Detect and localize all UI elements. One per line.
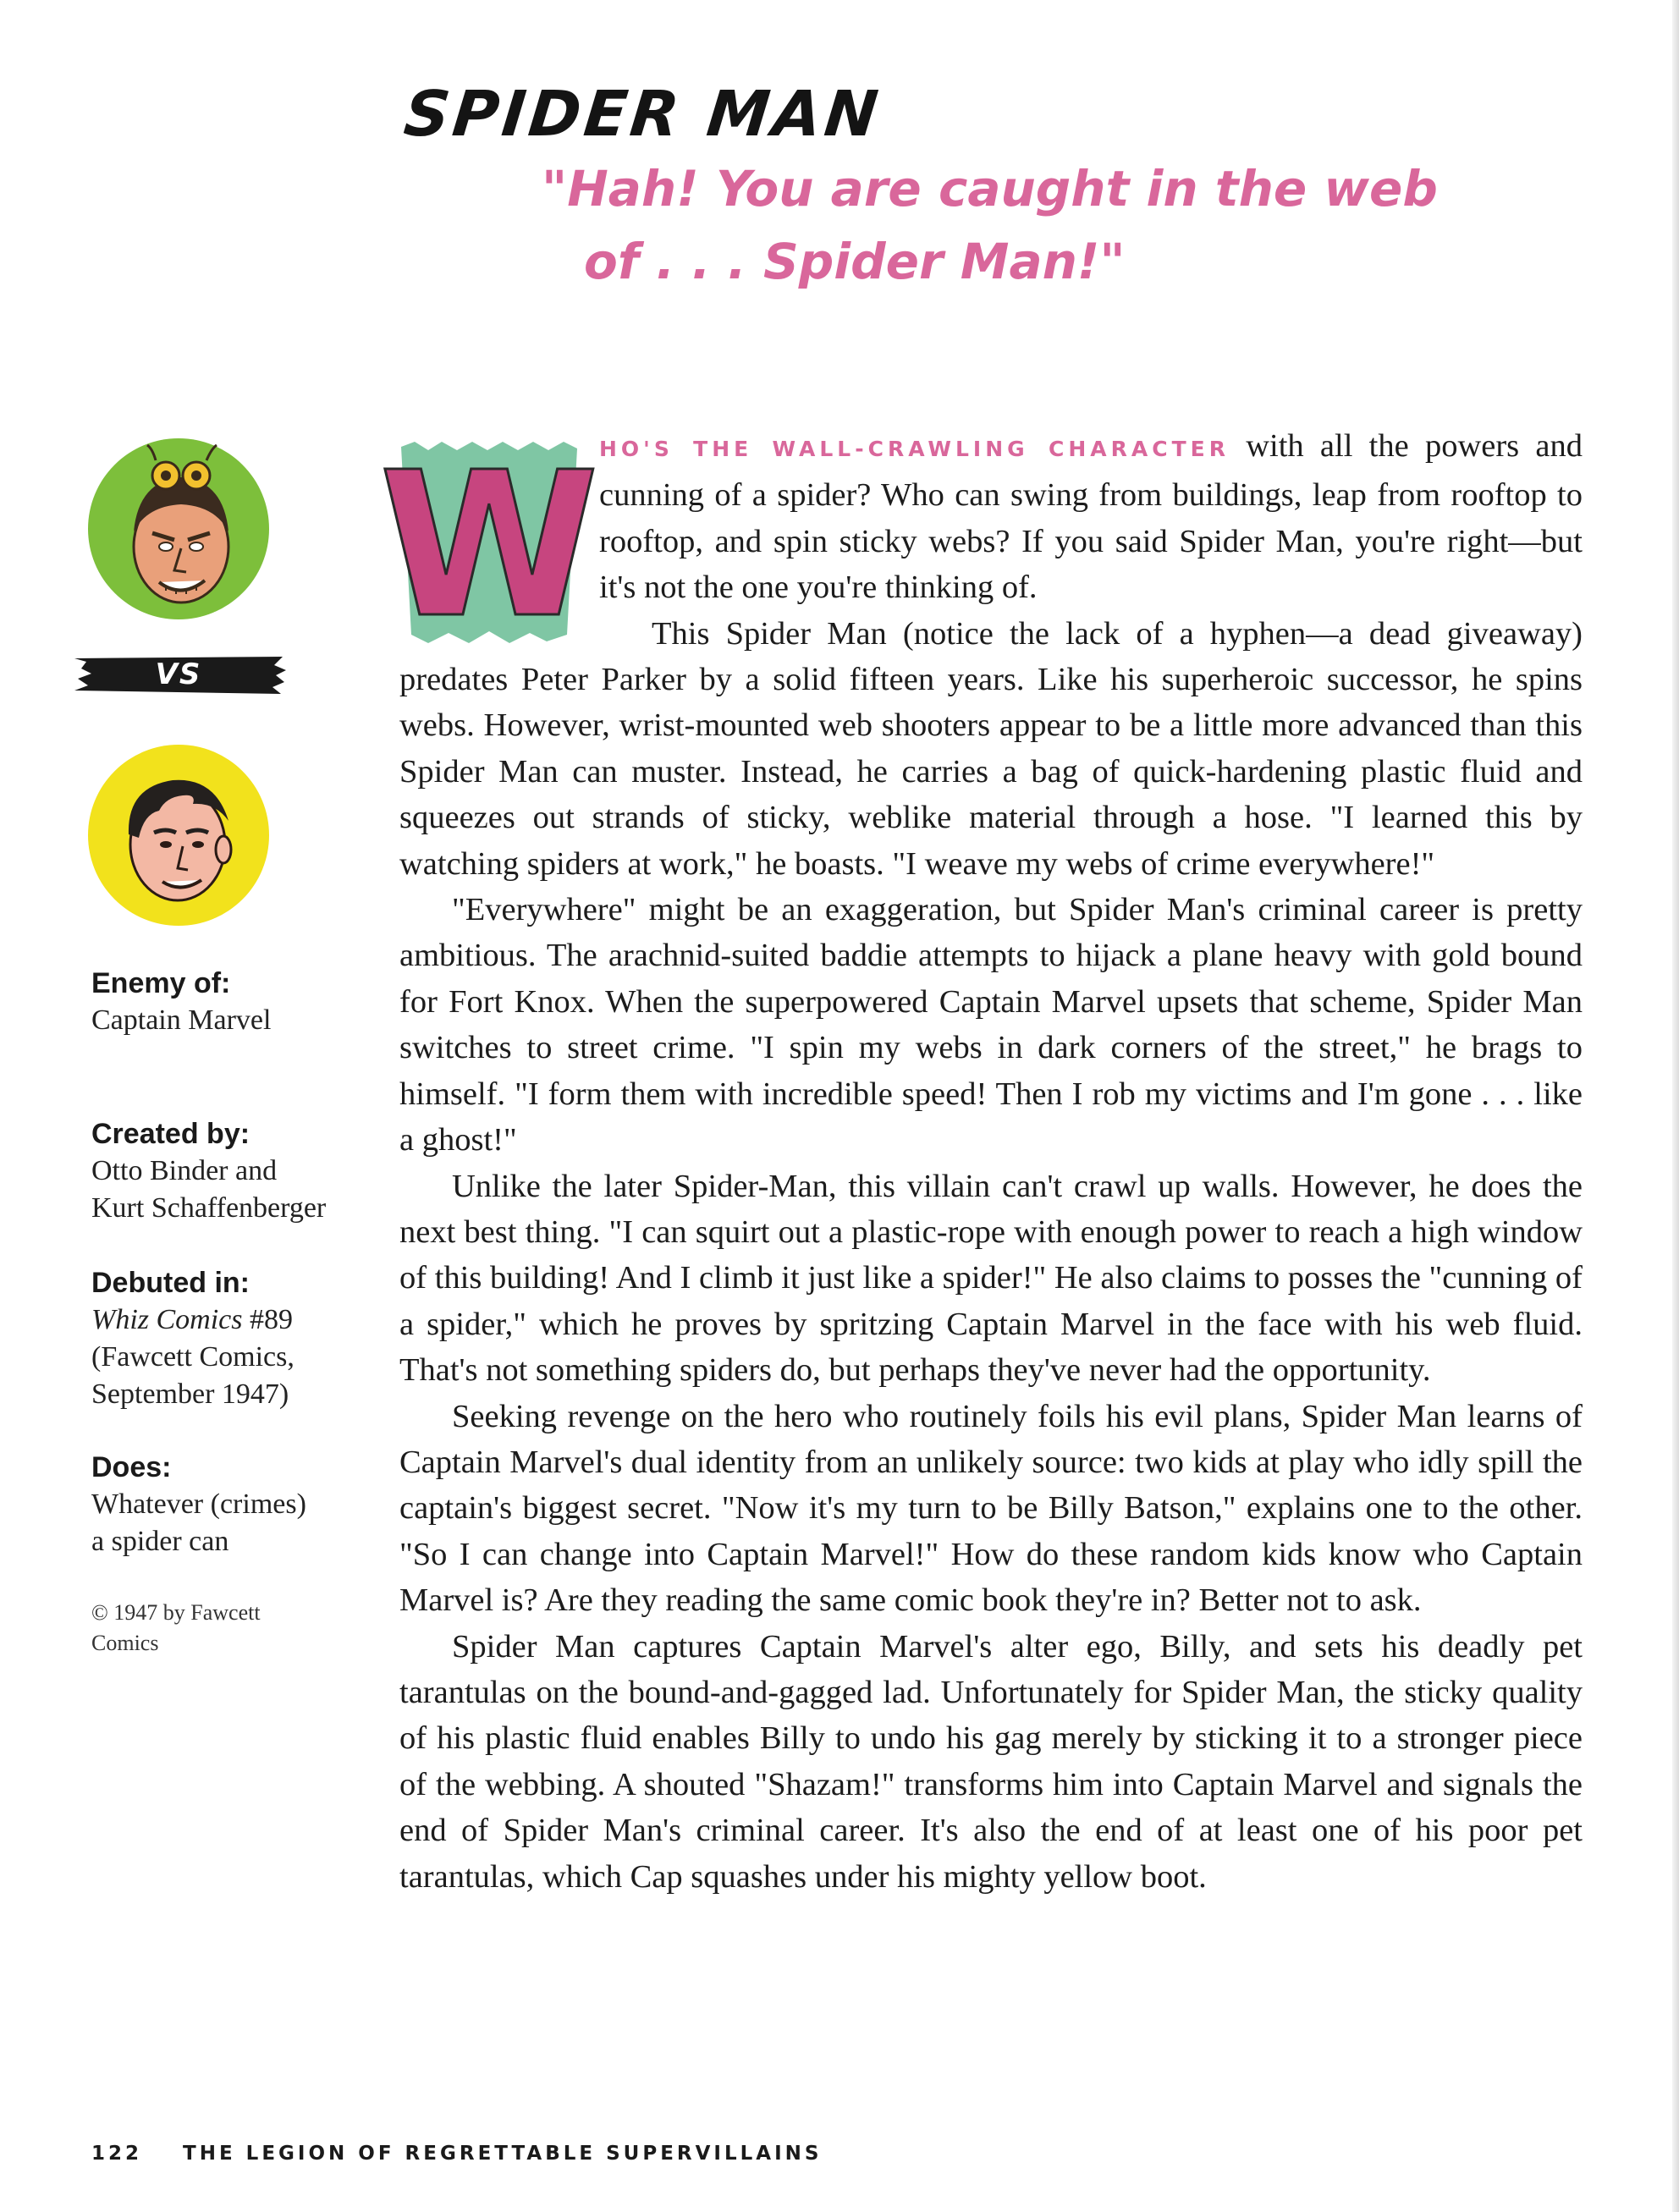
page-footer xyxy=(91,2143,822,2165)
created-by-line-1: Otto Binder and xyxy=(91,1155,278,1186)
debuted-in-block xyxy=(91,1264,371,1413)
page-edge xyxy=(1672,0,1679,2212)
created-by-block xyxy=(91,1115,371,1227)
debuted-in-heading: Debuted in: xyxy=(91,1267,250,1299)
article-paragraph-5: Seeking revenge on the hero who routinely foils his evil plans, Spider Man learns of Captain Marvel's dual identity from an unlikely source: two kids at play who idly spill the captain's biggest secret. "Now it's my turn to be Billy Batson," explains one to the other. "So I can change into Captain Marvel!" How do these random kids know who Captain Marvel is? Are they reading the same comic book they're in? Better not to ask. xyxy=(399,1398,1583,1619)
paragraph-1-text: with all the powers and cunning of a spider? Who can swing from buildings, leap from rooftop to rooftop, and spin sticky webs? If you said Spider Man, you're right—but it's not the one you're thinking of. xyxy=(599,428,1583,606)
article-paragraph-6: Spider Man captures Captain Marvel's alter ego, Billy, and sets his deadly pet tarantulas on the bound-and-gagged lad. Unfortunately for Spider Man, the sticky quality of his plastic fluid enables Billy to undo his gag merely by sticking it to a stronger piece of the webbing. A shouted "Shazam!" transforms him into Captain Marvel and signals the end of Spider Man's criminal career. It's also the end of at least one of his poor pet tarantulas, which Cap squashes under his mighty yellow boot. xyxy=(399,1628,1583,1895)
page-number: 122 xyxy=(91,2143,143,2165)
pull-quote xyxy=(542,152,1557,298)
article-body xyxy=(399,423,1583,1900)
does-line-2: a spider can xyxy=(91,1526,229,1557)
does-heading: Does: xyxy=(91,1451,172,1483)
running-title: THE LEGION OF REGRETTABLE SUPERVILLAINS xyxy=(183,2143,823,2165)
article-paragraph-4: Unlike the later Spider-Man, this villain can't crawl up walls. However, he does the next best thing. "I can squirt out a plastic-rope with enough power to reach a high window of this building! And I climb it just like a spider!" He also claims to posses the "cunning of a spider," which he proves by spritzing Captain Marvel in the face with his web fluid. That's not something spiders do, but perhaps they've never had the opportunity. xyxy=(399,1168,1583,1389)
enemy-of-heading: Enemy of: xyxy=(91,967,231,999)
copyright-line-2: Comics xyxy=(91,1631,159,1655)
created-by-line-2: Kurt Schaffenberger xyxy=(91,1192,327,1224)
does-line-1: Whatever (crimes) xyxy=(91,1488,306,1520)
article-paragraph-2: This Spider Man (notice the lack of a hyphen—a dead giveaway) predates Peter Parker by a solid fifteen years. Like his superheroic successor, he spins webs. However, wrist-mounted web shooters appear to be a little more advanced than this Spider Man can muster. Instead, he carries a bag of quick-hardening plastic fluid and squeezes out strands of sticky, weblike material through a hose. "I learned this by watching spiders at work," he boasts. "I weave my webs of crime everywhere!" xyxy=(399,615,1583,882)
versus-label: VS xyxy=(155,658,202,691)
article-paragraph-3: "Everywhere" might be an exaggeration, but Spider Man's criminal career is pretty ambitious. The arachnid-suited baddie attempts to hijack a plane heavy with gold bound for Fort Knox. When the superpowered Captain Marvel upsets that scheme, Spider Man switches to street crime. "I spin my webs in dark corners of the street," he brags to himself. "I form them with incredible speed! Then I rob my victims and I'm gone . . . like a ghost!" xyxy=(399,892,1583,1158)
villain-portrait xyxy=(88,438,269,619)
debuted-in-line-3: September 1947) xyxy=(91,1378,289,1410)
enemy-of-value: Captain Marvel xyxy=(91,1004,272,1036)
debuted-in-line-2: (Fawcett Comics, xyxy=(91,1341,295,1373)
hero-portrait xyxy=(88,745,269,926)
article-paragraph-1 xyxy=(399,423,1583,611)
debuted-in-title: Whiz Comics xyxy=(91,1304,243,1335)
enemy-of-block xyxy=(91,965,371,1039)
image-copyright xyxy=(91,1598,345,1659)
versus-banner xyxy=(69,650,288,699)
pull-quote-line-2: of . . . Spider Man!" xyxy=(584,233,1126,290)
page-title: SPIDER MAN xyxy=(400,78,885,151)
lead-in-caps: HO'S THE WALL-CRAWLING CHARACTER xyxy=(599,437,1230,461)
debuted-in-line-1 xyxy=(91,1301,371,1339)
pull-quote-line-1: "Hah! You are caught in the web xyxy=(542,160,1438,217)
copyright-line-1: © 1947 by Fawcett xyxy=(91,1600,261,1625)
does-block xyxy=(91,1449,371,1560)
dropcap-letter: W xyxy=(378,429,600,662)
created-by-heading: Created by: xyxy=(91,1118,250,1150)
debuted-in-issue: #89 xyxy=(242,1304,293,1335)
